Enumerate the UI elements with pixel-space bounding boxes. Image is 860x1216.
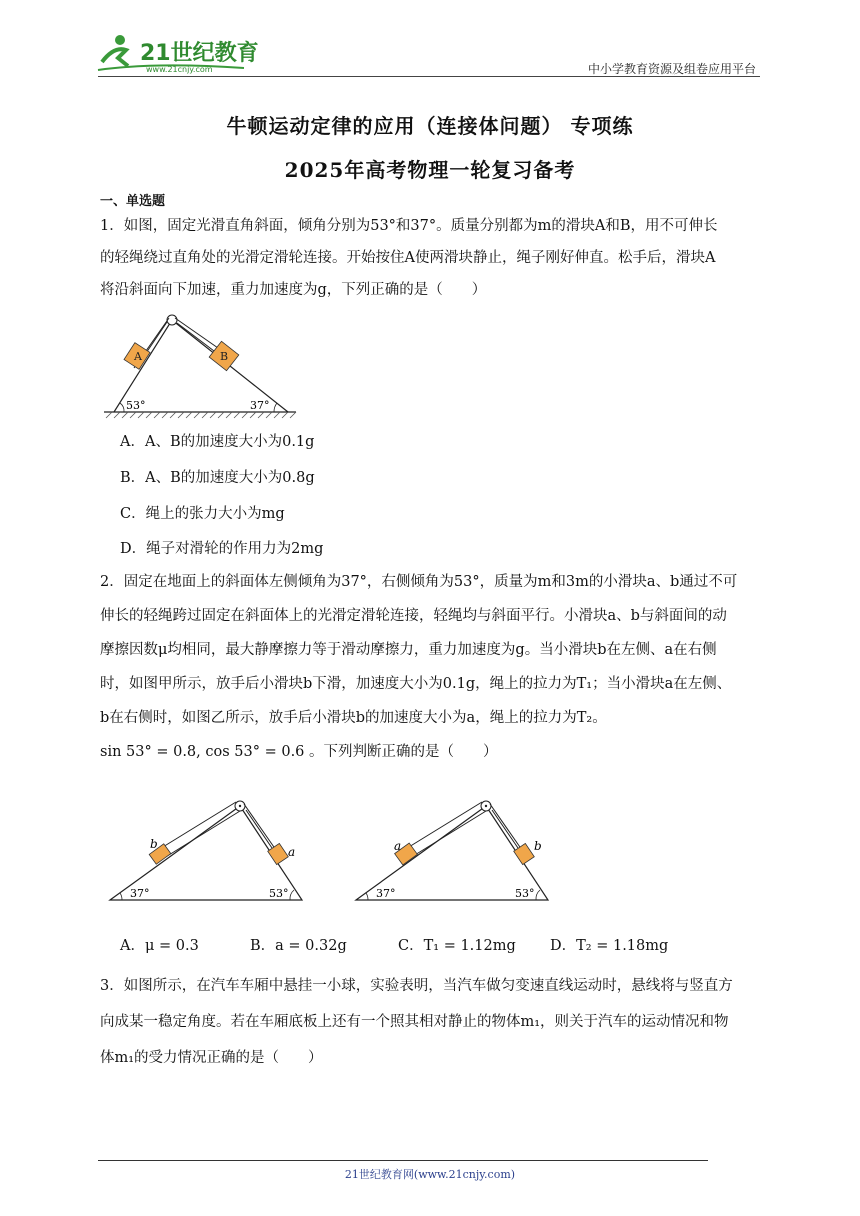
svg-text:21世纪教育: 21世纪教育 — [140, 41, 259, 66]
q1-option-c: C．绳上的张力大小为mg — [120, 506, 285, 522]
svg-text:a: a — [394, 839, 402, 853]
svg-text:a: a — [288, 845, 296, 859]
header-divider — [98, 76, 760, 77]
question-1-line: 1．如图，固定光滑直角斜面，倾角分别为53°和37°。质量分别都为m的滑块A和B，用不可伸长 — [100, 218, 718, 234]
question-2-line: 摩擦因数μ均相同，最大静摩擦力等于滑动摩擦力，重力加速度为g。当小滑块b在左侧、a在右侧 — [100, 642, 717, 658]
question-2-figure-yi — [352, 798, 552, 904]
svg-text:53°: 53° — [515, 887, 535, 900]
question-2-line: 伸长的轻绳跨过固定在斜面体上的光滑定滑轮连接，轻绳均与斜面平行。小滑块a、b与斜面间的动 — [100, 608, 727, 624]
footer-text: 21世纪教育网(www.21cnjy.com) — [344, 1168, 516, 1181]
section-heading: 一、单选题 — [100, 194, 166, 209]
q2-option-b: B．a = 0.32g — [250, 938, 347, 954]
svg-text:37°: 37° — [130, 887, 150, 900]
question-3-text — [100, 968, 760, 1076]
svg-text:37°: 37° — [250, 399, 270, 412]
question-2-line: b在右侧时，如图乙所示，放手后小滑块b的加速度大小为a，绳上的拉力为T₂。 — [100, 710, 607, 726]
site-logo — [94, 32, 264, 76]
q2-option-c: C．T₁ = 1.12mg — [398, 938, 516, 954]
q2-option-d: D．T₂ = 1.18mg — [550, 938, 669, 954]
q2-option-a: A．μ = 0.3 — [120, 938, 199, 954]
question-2-line: sin 53° = 0.8, cos 53° = 0.6 。下列判断正确的是（ ） — [100, 744, 498, 760]
svg-text:53°: 53° — [126, 399, 146, 412]
q1-option-a: A．A、B的加速度大小为0.1g — [120, 434, 315, 450]
page-title: 牛顿运动定律的应用（连接体问题） 专项练 — [226, 114, 634, 138]
q1-option-d: D．绳子对滑轮的作用力为2mg — [120, 541, 324, 557]
question-3-line: 体m₁的受力情况正确的是（ ） — [100, 1050, 323, 1066]
page-subtitle: 2025年高考物理一轮复习备考 — [284, 158, 576, 182]
question-2-text — [100, 565, 760, 769]
question-1-line: 将沿斜面向下加速，重力加速度为g，下列正确的是（ ） — [100, 282, 487, 298]
platform-name: 中小学教育资源及组卷应用平台 — [587, 62, 756, 76]
footer-divider — [98, 1160, 708, 1161]
svg-text:37°: 37° — [376, 887, 396, 900]
question-2-figure-jia — [106, 798, 306, 904]
question-1-figure — [100, 310, 300, 420]
svg-text:B: B — [220, 350, 229, 363]
question-2-line: 时，如图甲所示，放手后小滑块b下滑，加速度大小为0.1g，绳上的拉力为T₁；当小滑块a在左侧、 — [100, 676, 732, 692]
question-3-line: 向成某一稳定角度。若在车厢底板上还有一个照其相对静止的物体m₁，则关于汽车的运动情况和物 — [100, 1014, 729, 1030]
question-2-line: 2．固定在地面上的斜面体左侧倾角为37°，右侧倾角为53°，质量为m和3m的小滑块a、b通过不可 — [100, 574, 738, 590]
svg-text:b: b — [150, 837, 158, 851]
question-3-line: 3．如图所示，在汽车车厢中悬挂一小球，实验表明，当汽车做匀变速直线运动时，悬线将与竖直方 — [100, 978, 733, 994]
question-1-line: 的轻绳绕过直角处的光滑定滑轮连接。开始按住A使两滑块静止，绳子刚好伸直。松手后，滑块A — [100, 250, 716, 266]
svg-text:A: A — [134, 350, 142, 363]
svg-text:www.21cnjy.com: www.21cnjy.com — [146, 65, 213, 74]
svg-text:b: b — [534, 839, 542, 853]
q1-option-b: B．A、B的加速度大小为0.8g — [120, 470, 315, 486]
question-1-text — [100, 210, 760, 306]
svg-text:53°: 53° — [269, 887, 289, 900]
